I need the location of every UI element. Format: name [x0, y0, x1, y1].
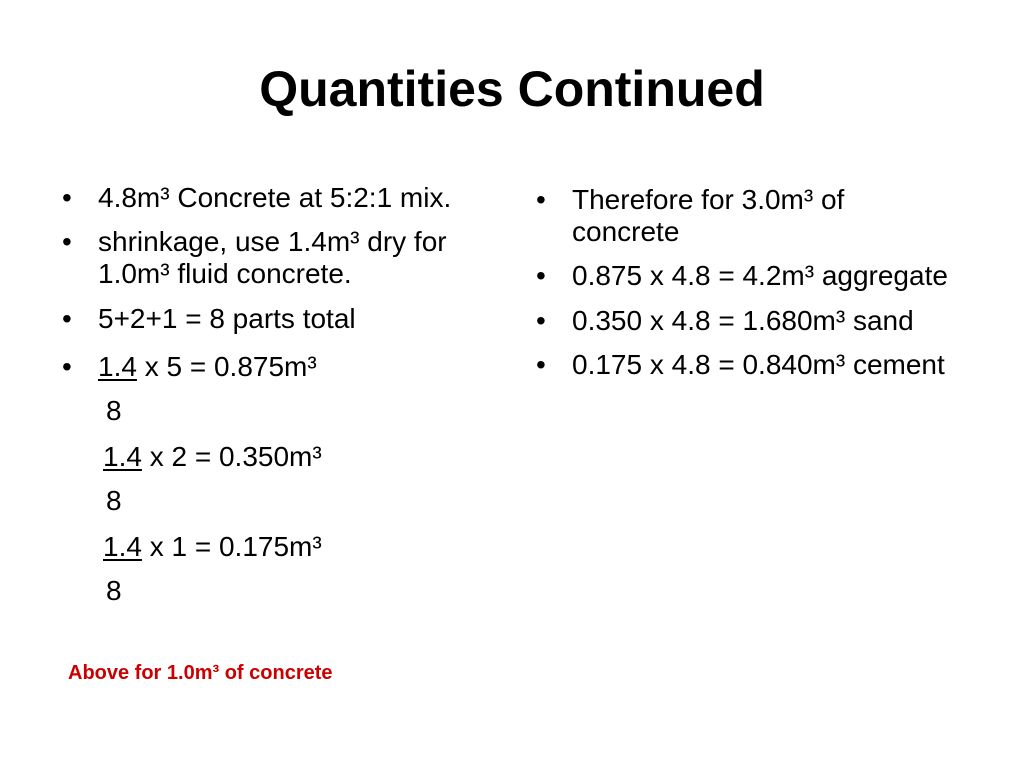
fraction-denominator: 8 — [106, 484, 122, 516]
bullet-item-shrinkage — [62, 226, 482, 290]
slide-title: Quantities Continued — [259, 61, 765, 117]
note-text: Above for 1.0m³ of concrete — [68, 662, 333, 684]
calc-sand — [62, 437, 482, 481]
bullet-item-concrete-mix — [62, 182, 482, 214]
bullet-item-calc-aggregate — [62, 347, 482, 391]
fraction-denominator: 8 — [106, 574, 122, 606]
bullet-icon: • — [536, 304, 546, 336]
bullet-text: shrinkage, use 1.4m³ dry for 1.0m³ fluid concrete. — [98, 226, 447, 290]
bullet-item-cement — [536, 349, 956, 381]
bullet-text: 0.350 x 4.8 = 1.680m³ sand — [572, 304, 914, 336]
bullet-item-therefore — [536, 184, 956, 248]
bullet-icon: • — [62, 226, 72, 258]
bullet-icon: • — [536, 348, 546, 380]
fraction-numerator: 1.4 — [103, 440, 142, 472]
calc-text: x 1 = 0.175m³ — [141, 530, 322, 562]
bullet-item-aggregate — [536, 260, 956, 292]
left-column — [62, 182, 482, 617]
bullet-item-parts-total — [62, 303, 482, 335]
bullet-text: 0.875 x 4.8 = 4.2m³ aggregate — [572, 260, 948, 292]
bullet-icon: • — [536, 260, 546, 292]
bullet-icon: • — [62, 302, 72, 334]
fraction-numerator: 1.4 — [103, 530, 142, 562]
bullet-text: 5+2+1 = 8 parts total — [98, 302, 356, 334]
bullet-icon: • — [62, 182, 72, 213]
fraction-denominator: 8 — [106, 394, 122, 426]
calc-text: x 5 = 0.875m³ — [136, 350, 317, 382]
bullet-text: Therefore for 3.0m³ of concrete — [572, 184, 845, 248]
bullet-text: 0.175 x 4.8 = 0.840m³ cement — [572, 348, 945, 380]
calc-cement — [62, 527, 482, 571]
right-column — [536, 184, 956, 393]
fraction-numerator: 1.4 — [98, 350, 137, 382]
bullet-icon: • — [62, 350, 72, 382]
bullet-icon: • — [536, 184, 546, 215]
bullet-item-sand — [536, 305, 956, 337]
calc-text: x 2 = 0.350m³ — [141, 440, 322, 472]
bullet-text: 4.8m³ Concrete at 5:2:1 mix. — [98, 182, 452, 213]
